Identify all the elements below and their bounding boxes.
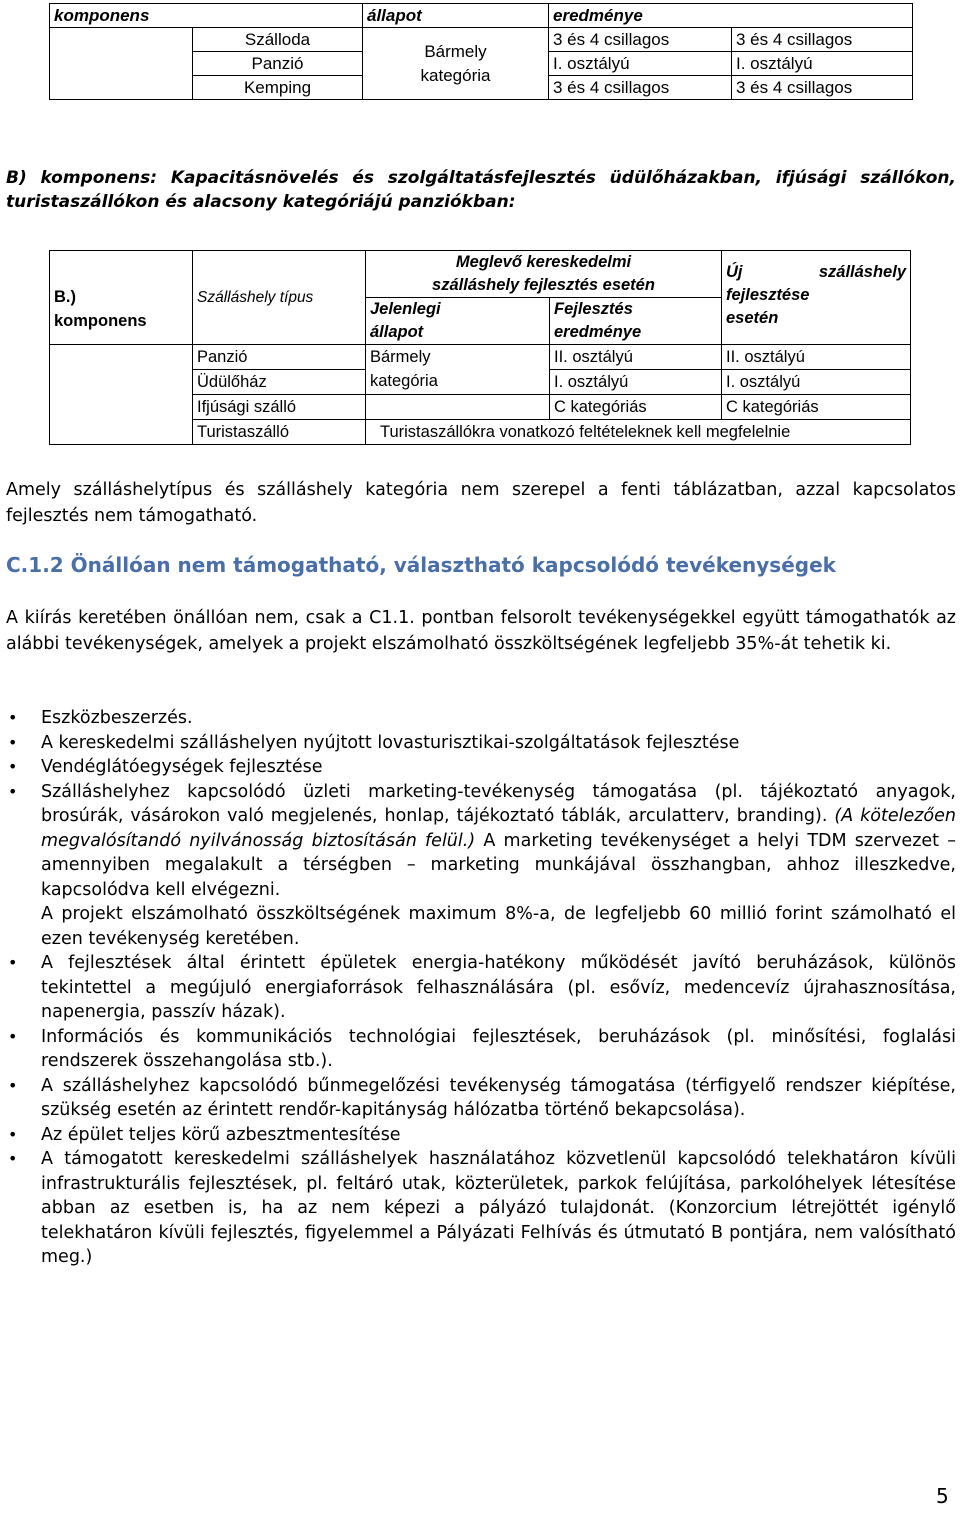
existing-header-line-1: Meglevő kereskedelmi — [455, 253, 632, 271]
dev-result-header — [550, 298, 722, 345]
header-eredmenye: eredménye — [549, 4, 913, 28]
table-header-row — [50, 4, 913, 28]
list-item-text: • Vendéglátóegységek fejlesztése — [41, 757, 323, 777]
component-label-cell — [50, 251, 193, 345]
dev-result-line-1: Fejlesztés — [554, 300, 633, 318]
table-row — [50, 28, 913, 52]
result-cell: 3 és 4 csillagos — [732, 76, 913, 100]
list-item-text: • A szálláshelyhez kapcsolódó bűnmegelőzési tevékenység támogatása (térfigyelő rendszer kiépítése, szükség esetén az érintett rendőr-kapitányság hálózatba történő bekapcsolása). — [41, 1075, 956, 1120]
empty-cell — [50, 345, 193, 445]
unsupported-paragraph: Amely szálláshelytípus és szálláshely kategória nem szerepel a fenti táblázatban, azzal kapcsolatos fejlesztés nem támogatható. — [6, 480, 956, 526]
state-line-2: kategória — [370, 372, 438, 390]
list-item — [6, 951, 956, 1025]
type-cell: Turistaszálló — [193, 420, 366, 445]
result-cell: 3 és 4 csillagos — [732, 28, 913, 52]
list-item — [6, 706, 956, 731]
empty-cell — [50, 28, 193, 52]
component-b-table — [49, 250, 911, 445]
table-header-row — [50, 251, 911, 298]
new-cell: II. osztályú — [722, 345, 911, 370]
marketing-text-cont: A marketing tevékenységet a helyi TDM szervezet – amennyiben megalakult a térségben – marketing munkájával összhangban, ahhoz illeszkedve, kapcsolódva kell elvégezni. — [41, 830, 956, 900]
type-header-cell: Szálláshely típus — [193, 251, 366, 345]
existing-header-cell — [366, 251, 722, 298]
current-state-header — [366, 298, 550, 345]
list-item — [6, 731, 956, 756]
section-title: C.1.2 Önállóan nem támogatható, választható kapcsolódó tevékenységek — [6, 553, 836, 577]
result-cell: 3 és 4 csillagos — [549, 28, 732, 52]
intro-paragraph: A kiírás keretében önállóan nem, csak a C1.1. pontban felsorolt tevékenységekkel együtt támogathatók az alábbi tevékenységek, amelyek a projekt elszámolható összköltségének legfeljebb 35%-át tehetik ki. — [6, 608, 956, 654]
type-cell: Szálloda — [193, 28, 363, 52]
type-cell: Kemping — [193, 76, 363, 100]
list-item-text: • A kereskedelmi szálláshelyen nyújtott lovasturisztikai-szolgáltatások fejlesztése — [41, 732, 740, 753]
state-line-1: Bármely — [370, 348, 431, 366]
list-item — [6, 1123, 956, 1148]
activity-list — [6, 706, 956, 1270]
page-number: 5 — [936, 1484, 949, 1508]
type-cell: Üdülőház — [193, 370, 366, 395]
dev-result-line-2: eredménye — [554, 323, 642, 341]
current-state-line-1: Jelenlegi — [370, 300, 441, 318]
marketing-text: Szálláshelyhez kapcsolódó üzleti marketing-tevékenység támogatása (pl. tájékoztató anyagok, brosúrák, vásárokon való megjelenés, honlap, tájékoztató táblák, arculatterv, branding). — [41, 781, 956, 826]
result-cell: I. osztályú — [732, 52, 913, 76]
list-item-text: • Az épület teljes körű azbesztmentesítése — [41, 1124, 401, 1145]
list-item-text: • Információs és kommunikációs technológiai fejlesztések, beruházások (pl. minősítési, foglalási rendszerek összehangolása stb.). — [41, 1026, 956, 1071]
result-cell: I. osztályú — [549, 52, 732, 76]
component-label-2: komponens — [54, 311, 147, 330]
dev-cell: II. osztályú — [550, 345, 722, 370]
list-item-text: • Eszközbeszerzés. — [41, 708, 193, 728]
new-header-line-1: Új szálláshely — [726, 263, 906, 281]
merged-requirement-cell: Turistaszállókra vonatkozó feltételeknek kell megfelelnie — [366, 420, 911, 445]
table-row — [50, 345, 911, 370]
accommodation-category-table — [49, 3, 913, 100]
list-item — [6, 1074, 956, 1123]
new-header-cell — [722, 251, 911, 345]
marketing-limit-text: A projekt elszámolható összköltségének maximum 8%-a, de legfeljebb 60 millió forint számolható el ezen tevékenység keretében. — [41, 904, 956, 949]
list-item-text: • A fejlesztések által érintett épületek energia-hatékony működését javító beruházások, különös tekintettel a megújuló energiaforrások felhasználására (pl. esővíz, medencevíz újrahasznosítása, napenergia, passzív házak). — [41, 953, 956, 1022]
result-cell: 3 és 4 csillagos — [549, 76, 732, 100]
list-item-text — [41, 780, 956, 903]
empty-cell — [366, 395, 550, 420]
dev-cell: I. osztályú — [550, 370, 722, 395]
merged-state-cell — [366, 345, 550, 395]
section-b-heading: B) komponens: Kapacitásnövelés és szolgáltatásfejlesztés üdülőházakban, ifjúsági szállókon, turistaszállókon és alacsony kategóriájú panziókban: — [6, 168, 956, 212]
type-cell: Panzió — [193, 345, 366, 370]
type-cell: Ifjúsági szálló — [193, 395, 366, 420]
state-line-2: kategória — [420, 65, 491, 85]
new-header-line-2: fejlesztése — [726, 286, 810, 304]
list-item-text: • A támogatott kereskedelmi szálláshelyek használatához közvetlenül kapcsolódó telekhatáron kívüli infrastrukturális fejlesztések, pl. feltáró utak, közterületek, parkok felújítása, parkolóhelyek létesítése abban az esetben is, ha az nem képezi a pályázó tulajdonát. (Konzorcium létrejöttét igénylő telekhatáron kívüli fejlesztés, figyelemmel a Pályázati Felhívás és útmutató B pontjára, nem valósítható meg.) — [41, 1149, 956, 1267]
current-state-line-2: állapot — [370, 323, 424, 341]
marketing-note-italic: (A kötelezően megvalósítandó nyilvánosság biztosításán felül.) — [41, 806, 956, 851]
empty-cell — [50, 52, 193, 76]
header-komponens: komponens — [50, 4, 363, 28]
component-label-1: B.) — [54, 287, 76, 306]
list-item — [6, 780, 956, 952]
new-header-line-3: esetén — [726, 309, 779, 327]
state-line-1: Bármely — [424, 41, 487, 61]
dev-cell: C kategóriás — [550, 395, 722, 420]
new-cell: I. osztályú — [722, 370, 911, 395]
list-item — [6, 1147, 956, 1270]
existing-header-line-2: szálláshely fejlesztés esetén — [432, 276, 655, 294]
empty-cell — [50, 76, 193, 100]
merged-state-cell — [363, 28, 549, 100]
list-item — [6, 755, 956, 780]
new-cell: C kategóriás — [722, 395, 911, 420]
header-allapot: állapot — [363, 4, 549, 28]
type-cell: Panzió — [193, 52, 363, 76]
list-item — [6, 1025, 956, 1074]
